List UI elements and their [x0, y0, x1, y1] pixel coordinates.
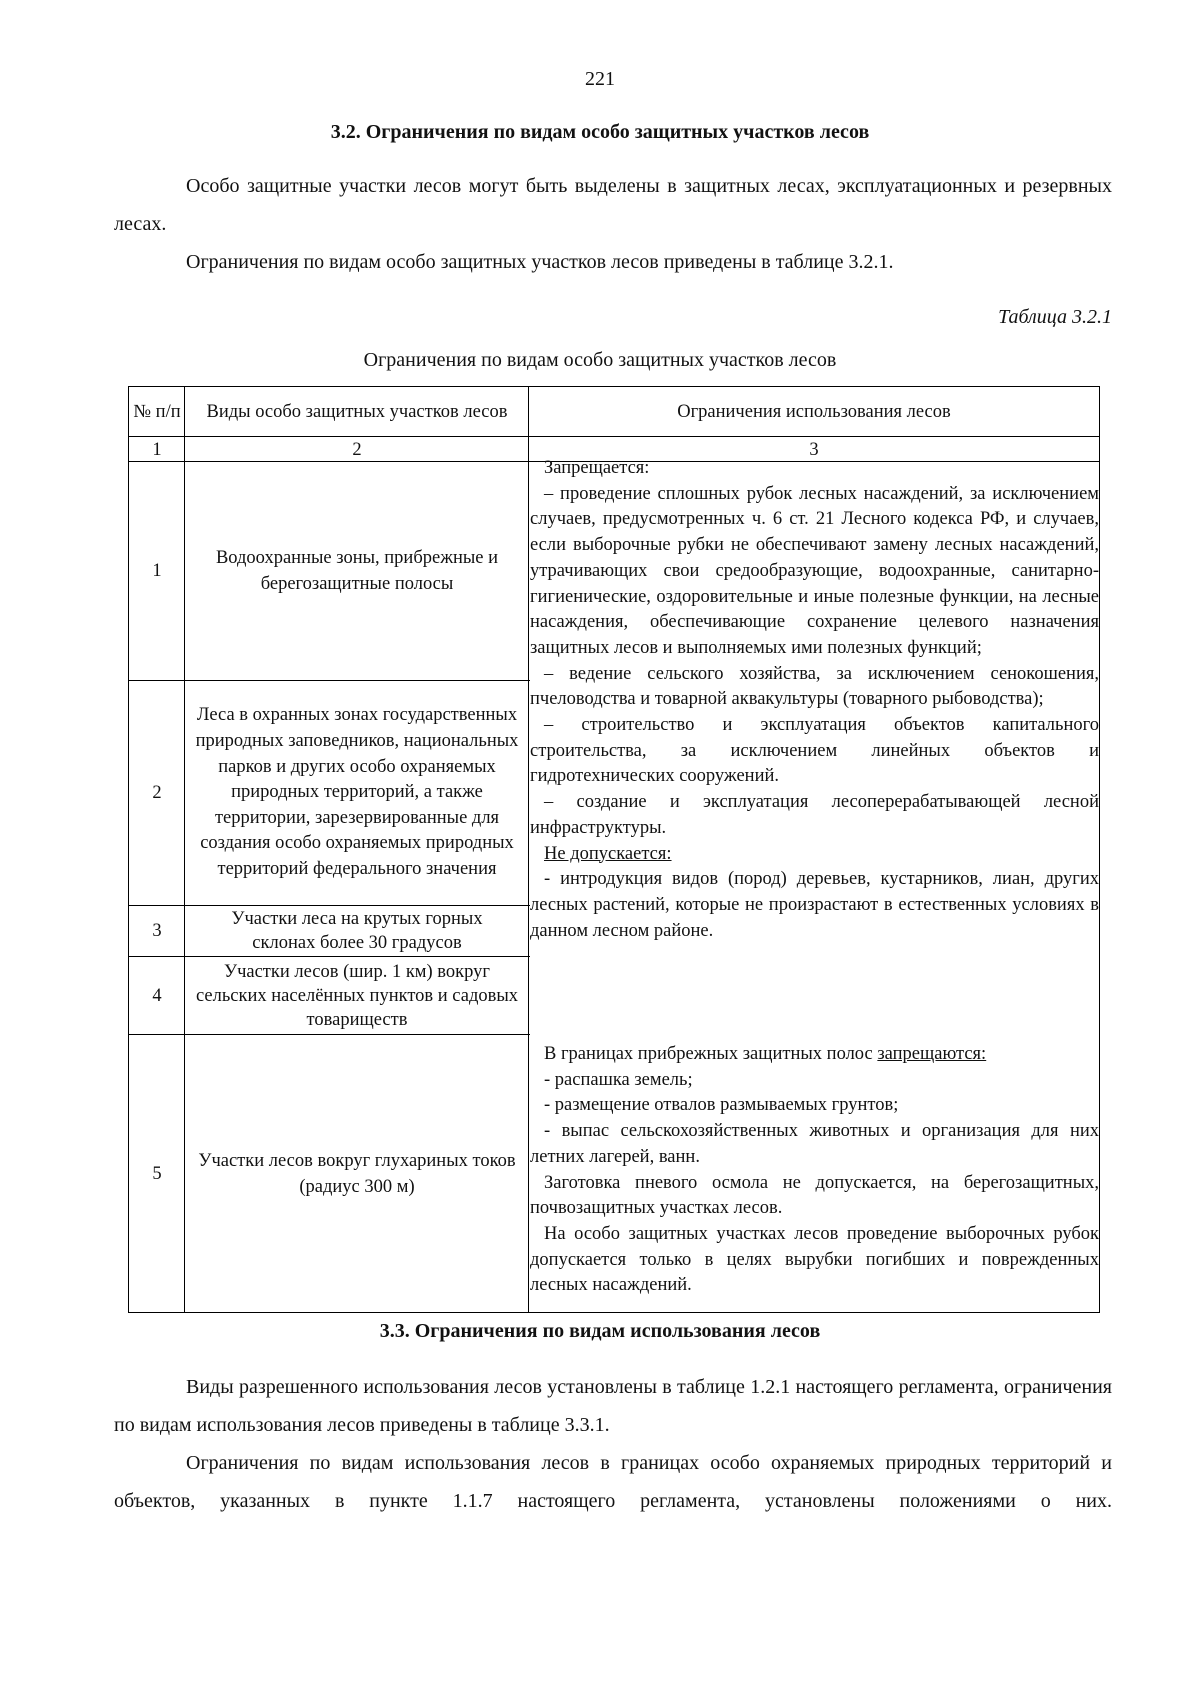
prohibited-label: Запрещается:: [544, 458, 650, 478]
row-2-zone-type: Леса в охранных зонах государственных природных заповедников, национальных парков и других особо охраняемых природных территорий, а также территории, зарезервированные для создания особо охраняемых природных территорий федерального значения: [195, 705, 519, 879]
page-number: 221: [585, 68, 615, 90]
prohibited-item: – строительство и эксплуатация объектов капитального строительства, за исключением линейных объектов и гидротехнических сооружений.: [530, 715, 1099, 787]
section-heading-3-3: 3.3. Ограничения по видам использования лесов: [379, 1320, 821, 1342]
restrictions-table: [128, 386, 1100, 1313]
coastal-item: - размещение отвалов размываемых грунтов;: [544, 1095, 899, 1116]
restrictions-capercaillie: [530, 1042, 1099, 1299]
row-2-number: 2: [152, 783, 162, 803]
column-number-1: 1: [152, 439, 162, 460]
row-1-zone-type: Водоохранные зоны, прибрежные и берегозащитные полосы: [215, 548, 499, 594]
paragraph-3-3-intro: Виды разрешенного использования лесов установлены в таблице 1.2.1 настоящего регламента, ограничения по видам использования лесов приведены в таблице 3.3.1.: [114, 1376, 1112, 1436]
section-heading-3-2: 3.2. Ограничения по видам особо защитных участков лесов: [330, 121, 870, 143]
column-number-3: 3: [809, 439, 819, 460]
selective-logging-restriction: На особо защитных участках лесов проведение выборочных рубок допускается только в целях вырубки погибших и поврежденных лесных насаждений.: [530, 1223, 1099, 1296]
column-number-2: 2: [352, 439, 362, 460]
coastal-item: - распашка земель;: [544, 1069, 693, 1090]
resin-restriction: Заготовка пневого осмола не допускается, на берегозащитных, почвозащитных участках лесов.: [530, 1172, 1099, 1219]
not-allowed-item: - интродукция видов (пород) деревьев, кустарников, лиан, других лесных растений, которые не произрастают в естественных условиях в данном лесном районе.: [530, 869, 1099, 941]
table-caption: Таблица 3.2.1: [998, 306, 1112, 328]
header-restrictions: Ограничения использования лесов: [677, 402, 951, 422]
paragraph-3-2-intro: Особо защитные участки лесов могут быть выделены в защитных лесах, эксплуатационных и резервных лесах.: [114, 175, 1112, 235]
row-4-zone-type: Участки лесов (шир. 1 км) вокруг сельских населённых пунктов и садовых товариществ: [195, 961, 519, 1030]
coastal-item: - выпас сельскохозяйственных животных и организация для них летних лагерей, ванн.: [530, 1121, 1099, 1167]
header-zone-type: Виды особо защитных участков лесов: [206, 402, 508, 422]
row-3-zone-type: Участки леса на крутых горных склонах более 30 градусов: [231, 909, 483, 953]
row-5-zone-type: Участки лесов вокруг глухариных токов (радиус 300 м): [198, 1150, 516, 1197]
table-title: Ограничения по видам особо защитных участков лесов: [363, 349, 837, 371]
header-number: № п/п: [133, 402, 181, 422]
prohibited-item: – проведение сплошных рубок лесных насаждений, за исключением случаев, предусмотренных ч. 6 ст. 21 Лесного кодекса РФ, и случаев, если выборочные рубки не обеспечивают замену лесных насаждений, утрачивающих свои средообразующие, водоохранные, санитарно-гигиенические, оздоровительные и иные полезные функции, на лесные насаждения, обеспечивающие сохранение целевого назначения защитных лесов и выполняемых ими полезных функций;: [530, 483, 1099, 658]
prohibited-item: – ведение сельского хозяйства, за исключением сенокошения, пчеловодства и товарной аквакультуры (товарного рыбоводства);: [530, 663, 1099, 710]
paragraph-3-3-protected: Ограничения по видам использования лесов в границах особо охраняемых природных территорий и объектов, указанных в пункте 1.1.7 настоящего регламента, установлены положениями о них.: [114, 1452, 1112, 1512]
row-1-number: 1: [152, 561, 162, 581]
row-4-number: 4: [152, 985, 162, 1006]
not-allowed-label: Не допускается:: [544, 843, 672, 864]
coastal-prohibited-label: запрещаются:: [877, 1044, 987, 1064]
row-5-number: 5: [152, 1163, 162, 1184]
paragraph-3-2-reference: Ограничения по видам особо защитных участков лесов приведены в таблице 3.2.1.: [186, 251, 894, 273]
prohibited-item: – создание и эксплуатация лесоперерабатывающей лесной инфраструктуры.: [530, 792, 1099, 838]
row-3-number: 3: [152, 921, 162, 941]
coastal-intro: В границах прибрежных защитных полос запрещаются:: [544, 1044, 987, 1064]
restrictions-general: [530, 456, 1099, 944]
